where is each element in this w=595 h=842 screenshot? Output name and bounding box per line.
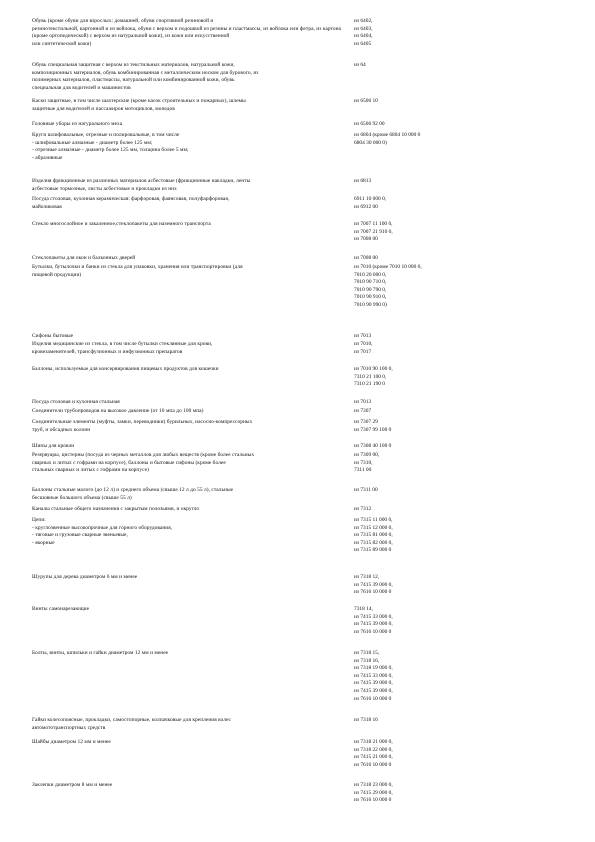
- description-line: - шлифовальные алмазные - диаметр более 125 мм;: [32, 139, 153, 146]
- code-line: из 64: [354, 62, 366, 68]
- code-line: из 7017: [354, 348, 372, 355]
- code-line: из 7007 11 100 0,: [354, 221, 393, 227]
- code-line: 7010 90 990 0): [354, 301, 387, 308]
- row-codes: [354, 782, 590, 805]
- code-line: из 7315 81 000 0,: [354, 532, 393, 539]
- description-line: кровезаменителей, трансфузионных и инфузионных препаратов: [32, 348, 183, 355]
- row-codes: [354, 408, 590, 416]
- description-line: - абразивные: [32, 154, 63, 161]
- description-line: асбестовые тормозные, листы асбестовые и прокладки из них: [32, 185, 177, 192]
- row-description: [32, 443, 350, 451]
- description-line: Каналы стальные общего назначения с закрытым полозьями, и округло: [32, 506, 200, 512]
- description-line: Стеклопакеты для окон и балконных дверей: [32, 255, 136, 261]
- code-line: из 7013: [354, 333, 372, 339]
- code-line: из 6403,: [354, 25, 373, 32]
- code-line: из 7415 39 000 0,: [354, 687, 393, 694]
- row-description: [32, 98, 350, 113]
- description-line: композиционных материалов, обувь комбинированная с металлическим носком для бурового, из: [32, 69, 259, 76]
- code-line: из 6506 92 00: [354, 121, 385, 127]
- row-codes: [354, 419, 590, 434]
- description-line: автомототранспортных средств: [32, 724, 106, 731]
- row-description: [32, 717, 350, 732]
- code-line: из 7415 39 000 0,: [354, 621, 393, 628]
- description-line: Баллоны, используемые для консервирования пищевых продуктов для кошечки: [32, 366, 219, 372]
- description-line: или синтетической кожи): [32, 40, 92, 47]
- description-line: Изделия фрикционные из различных материалов асбестовые (фрикционные накладки, ленты: [32, 178, 251, 184]
- code-line: из 7616 10 000 0: [354, 695, 392, 702]
- row-codes: [354, 487, 590, 495]
- code-line: из 7616 10 000 0: [354, 628, 392, 635]
- code-line: из 6404,: [354, 33, 373, 40]
- code-line: из 7307 29: [354, 419, 378, 425]
- description-line: защитные для водителей и пассажиров мотоциклов, мопедов: [32, 105, 175, 112]
- row-codes: [354, 98, 590, 106]
- row-codes: [354, 739, 590, 769]
- code-line: из 7616 10 000 0: [354, 797, 392, 804]
- code-line: из 7616 10 000 0: [354, 761, 392, 768]
- row-codes: [354, 221, 590, 244]
- row-description: [32, 121, 350, 129]
- row-description: [32, 196, 350, 211]
- row-codes: [354, 121, 590, 129]
- row-codes: [354, 255, 590, 263]
- code-line: из 7013: [354, 399, 372, 405]
- code-line: из 7008 00: [354, 236, 378, 243]
- code-line: из 7318 16: [354, 717, 378, 723]
- code-line: из 7312: [354, 506, 372, 512]
- code-line: из 6402,: [354, 18, 373, 24]
- row-codes: [354, 264, 590, 310]
- code-line: 7010 90 710 0,: [354, 279, 387, 286]
- code-line: из 7308 40 100 0: [354, 443, 392, 449]
- description-line: специальная для водителей и машинистов: [32, 84, 131, 91]
- row-codes: [354, 178, 590, 186]
- code-line: из 7415 21 000 0,: [354, 754, 393, 761]
- description-line: - круглозвенные высокопрочные для горного оборудования,: [32, 524, 173, 531]
- code-line: из 7315 82 000 0,: [354, 539, 393, 546]
- code-line: из 7008 00: [354, 255, 378, 261]
- code-line: из 7318 22 000 0,: [354, 746, 393, 753]
- code-line: 7310 21 190 0: [354, 381, 385, 388]
- row-codes: [354, 196, 590, 211]
- description-line: Баллоны стальные малого (до 12 л) и среднего объема (свыше 12 л до 55 л), стальные: [32, 487, 234, 493]
- description-line: Шурупы для дерева диаметром 6 мм и менее: [32, 574, 138, 580]
- row-description: [32, 506, 350, 514]
- code-line: из 7311 00: [354, 487, 378, 493]
- code-line: из 7315 89 000 0: [354, 547, 392, 554]
- description-line: Шайбы диаметром 12 мм и менее: [32, 739, 111, 745]
- row-codes: [354, 517, 590, 555]
- row-codes: [354, 650, 590, 703]
- code-line: 7010 90 790 0,: [354, 286, 387, 293]
- description-line: Посуда столовая, кухонная керамическая: фарфоровая, фаянсовая, полуфарфоровая,: [32, 196, 230, 202]
- code-line: из 7315 12 000 0,: [354, 524, 393, 531]
- description-line: резинотекстильной, картонной и из войлока, обуви с верхом и подошвой из резины и пластмассы, из войлока или фетра, из картона (кроме ортопедической) с верхом из натуральной кожи), из кожи или искусственной: [32, 25, 341, 40]
- code-line: из 7318 19 000 0,: [354, 665, 393, 672]
- description-line: Изделия медицинские из стекла, в том числе бутылки стеклянные для крови,: [32, 341, 213, 347]
- row-codes: [354, 717, 590, 725]
- code-line: из 7415 39 000 0,: [354, 581, 393, 588]
- description-line: сварных и литых с гофрами на корпусе), баллоны и бытовые сифоны (кроме более: [32, 459, 226, 466]
- description-line: Бутылки, бутылочки и банки из стекла для упаковки, хранения или транспортировки (для: [32, 264, 243, 270]
- row-codes: [354, 333, 590, 341]
- code-line: из 7318 15,: [354, 650, 380, 656]
- code-line: 7310 21 100 0,: [354, 373, 387, 380]
- row-description: [32, 399, 350, 407]
- code-line: из 7415 33 000 0,: [354, 613, 393, 620]
- description-line: пищевой продукции): [32, 271, 82, 278]
- row-description: [32, 739, 350, 747]
- row-description: [32, 782, 350, 790]
- description-line: Винты самонарезающие: [32, 606, 90, 612]
- code-line: из 7318 23 000 0,: [354, 782, 393, 788]
- description-line: Круги шлифовальные, отрезные и полировальные, в том числе: [32, 132, 180, 138]
- code-line: из 7616 10 000 0: [354, 589, 392, 596]
- code-line: из 6813: [354, 178, 372, 184]
- code-line: 7010 20 000 0,: [354, 271, 387, 278]
- row-codes: [354, 366, 590, 389]
- description-line: - отрезные алмазные - диаметр более 125 мм, толщина более 5 мм;: [32, 147, 189, 154]
- description-line: Обувь специальная защитная с верхом из текстильных материалов, натуральной кожи,: [32, 62, 235, 68]
- description-line: Посуда столовая и кухонная стальная: [32, 399, 120, 405]
- description-line: Стекло многослойное и закаленное,стеклопакеты для наземного транспорта: [32, 221, 211, 227]
- code-line: из 7315 11 000 0,: [354, 517, 393, 523]
- description-line: - тяговые и грузовые сварные звеньевые,: [32, 532, 128, 539]
- description-line: стальных сварных и литых с гофрами на корпусе): [32, 467, 149, 474]
- code-line: из 7010 (кроме 7010 10 000 0,: [354, 264, 422, 270]
- row-description: [32, 408, 350, 416]
- code-line: из 6804 (кроме 6804 10 000 0: [354, 132, 421, 138]
- description-line: Болты, винты, шпильки и гайки диаметром 12 мм и менее: [32, 650, 169, 656]
- row-codes: [354, 574, 590, 597]
- row-description: [32, 366, 350, 374]
- description-line: труб, и обсадных колонн: [32, 426, 91, 433]
- row-description: [32, 178, 350, 193]
- code-line: из 7007 21 910 0,: [354, 228, 393, 235]
- row-description: [32, 132, 350, 162]
- row-codes: [354, 506, 590, 514]
- row-description: [32, 650, 350, 658]
- description-line: Головные уборы из натурального меха: [32, 121, 123, 127]
- row-description: [32, 255, 350, 263]
- row-description: [32, 18, 350, 48]
- code-line: 7010 90 910 0,: [354, 294, 387, 301]
- code-line: 7318 14,: [354, 606, 373, 612]
- description-line: Шипы для кровли: [32, 443, 75, 449]
- code-line: из 7318 21 000 0,: [354, 739, 393, 745]
- code-line: из 7010 90 100 0,: [354, 366, 393, 372]
- description-line: Соединительные элементы (муфты, замки, переводники) бурильных, насосно-компрессорных: [32, 419, 253, 425]
- row-description: [32, 264, 350, 279]
- description-line: - якорные: [32, 539, 55, 546]
- code-line: 6911 10 000 0,: [354, 196, 387, 202]
- code-line: из 6405: [354, 40, 372, 47]
- row-description: [32, 517, 350, 547]
- code-line: из 6506 10: [354, 98, 378, 104]
- code-line: из 7310,: [354, 459, 373, 466]
- code-line: из 7307: [354, 408, 372, 414]
- code-line: из 7415 29 000 0,: [354, 789, 393, 796]
- row-description: [32, 221, 350, 229]
- description-line: Сифоны бытовые: [32, 333, 74, 339]
- row-codes: [354, 18, 590, 48]
- row-description: [32, 419, 350, 434]
- description-line: бесшовные большого объема (свыше 55 л): [32, 494, 132, 501]
- row-description: [32, 341, 350, 356]
- description-line: Каски защитные, в том числе шахтерские (кроме касок строительных и пожарных), шлемы: [32, 98, 246, 104]
- row-codes: [354, 341, 590, 356]
- row-description: [32, 574, 350, 582]
- row-description: [32, 333, 350, 341]
- code-line: из 7318 12,: [354, 574, 380, 580]
- code-line: 6804 30 000 0): [354, 139, 387, 146]
- row-description: [32, 606, 350, 614]
- code-line: из 6912 00: [354, 203, 378, 210]
- row-codes: [354, 399, 590, 407]
- description-line: Цепи:: [32, 517, 46, 523]
- code-line: из 7010,: [354, 341, 373, 347]
- row-description: [32, 487, 350, 502]
- code-line: 7311 00: [354, 467, 372, 474]
- code-line: из 7415 33 000 0,: [354, 672, 393, 679]
- description-line: Обувь (кроме обуви для взрослых: домашней, обуви спортивной резиновой и: [32, 18, 214, 24]
- row-codes: [354, 443, 590, 451]
- code-line: из 7307 99 100 0: [354, 426, 392, 433]
- description-line: Заклепки диаметром 8 мм и менее: [32, 782, 113, 788]
- row-description: [32, 452, 350, 475]
- row-codes: [354, 62, 590, 70]
- description-line: Соединители трубопроводов на высокое давление (от 10 мпа до 100 мпа): [32, 408, 204, 414]
- code-line: из 7415 39 000 0,: [354, 680, 393, 687]
- code-line: из 7309 00,: [354, 452, 380, 458]
- description-line: майоликовая: [32, 203, 62, 210]
- row-codes: [354, 452, 590, 475]
- description-line: полимерных материалов, пластмассы, натуральной или комбинированной кожи, обувь: [32, 77, 235, 84]
- row-description: [32, 62, 350, 92]
- code-line: из 7318 16,: [354, 657, 380, 664]
- row-codes: [354, 132, 590, 147]
- description-line: Резервуары, цистерны (посуда из черных металлов для любых веществ (кроме более стальных: [32, 452, 255, 458]
- description-line: Гайки колесопоясные, прокладки, самостопорные, колпачковые для крепления колес: [32, 717, 231, 723]
- row-codes: [354, 606, 590, 636]
